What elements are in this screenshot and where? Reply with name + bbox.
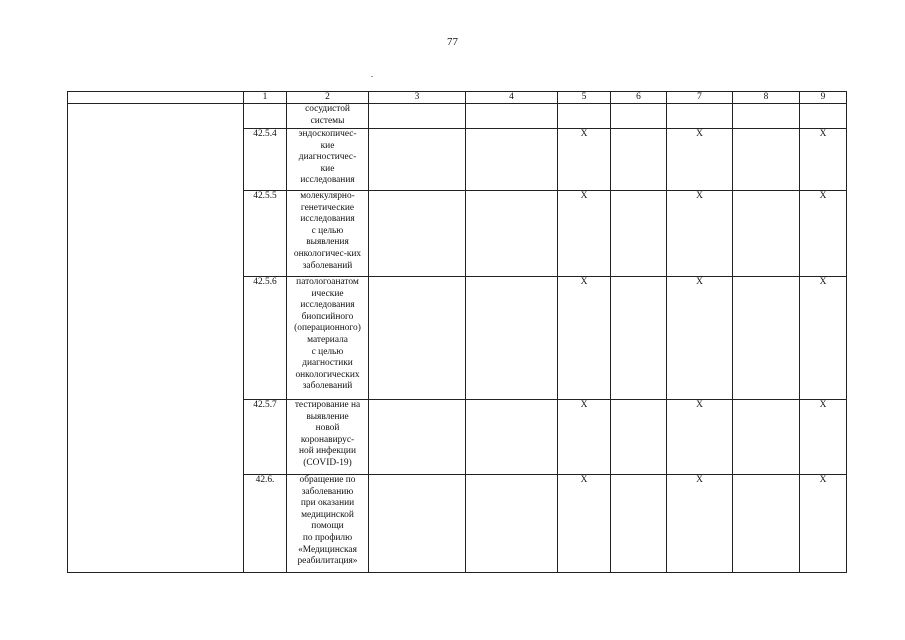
cell-col-3 <box>369 191 466 277</box>
cell-col-3 <box>369 104 466 129</box>
cell-col-6 <box>611 475 667 573</box>
row-name: молекулярно- генетические исследования с целью выявления онкологичес-ких заболеваний <box>287 191 369 277</box>
data-table <box>67 91 847 573</box>
header-cell-3: 3 <box>369 92 466 104</box>
cell-col-9: X <box>800 277 847 400</box>
header-cell-8: 8 <box>733 92 800 104</box>
cell-col-5: X <box>558 475 611 573</box>
cell-col-7: X <box>667 475 733 573</box>
cell-col-4 <box>466 129 558 191</box>
cell-col-4 <box>466 277 558 400</box>
cell-col-8 <box>733 191 800 277</box>
cell-col-5: X <box>558 191 611 277</box>
header-cell-5: 5 <box>558 92 611 104</box>
cell-col-5: X <box>558 400 611 475</box>
table-row <box>68 104 847 129</box>
cell-col-7 <box>667 104 733 129</box>
header-cell-2: 2 <box>287 92 369 104</box>
cell-col-8 <box>733 277 800 400</box>
cell-col-4 <box>466 400 558 475</box>
page-number: 77 <box>447 36 458 48</box>
header-cell-9: 9 <box>800 92 847 104</box>
cell-col-7: X <box>667 277 733 400</box>
cell-col-5: X <box>558 277 611 400</box>
cell-col-4 <box>466 191 558 277</box>
cell-col-3 <box>369 277 466 400</box>
cell-col-6 <box>611 129 667 191</box>
row-code <box>244 104 287 129</box>
header-cell-6: 6 <box>611 92 667 104</box>
cell-col-6 <box>611 400 667 475</box>
cell-col-6 <box>611 191 667 277</box>
row-code: 42.5.5 <box>244 191 287 277</box>
cell-col-6 <box>611 104 667 129</box>
row-code: 42.5.7 <box>244 400 287 475</box>
row-code: 42.5.4 <box>244 129 287 191</box>
label-column-cell <box>68 104 244 573</box>
cell-col-7: X <box>667 400 733 475</box>
cell-col-5: X <box>558 129 611 191</box>
row-name: сосудистой системы <box>287 104 369 129</box>
row-name: тестирование на выявление новой коронавирус- ной инфекции (COVID-19) <box>287 400 369 475</box>
cell-col-9: X <box>800 400 847 475</box>
row-name: обращение по заболеванию при оказании медицинской помощи по профилю «Медицинская реабилитация» <box>287 475 369 573</box>
header-cell-4: 4 <box>466 92 558 104</box>
cell-col-9: X <box>800 475 847 573</box>
cell-col-6 <box>611 277 667 400</box>
cell-col-5 <box>558 104 611 129</box>
cell-col-4 <box>466 475 558 573</box>
row-name: патологоанатом ические исследования биопсийного (операционного) материала с целью диагностики онкологических заболеваний <box>287 277 369 400</box>
cell-col-8 <box>733 475 800 573</box>
header-cell-7: 7 <box>667 92 733 104</box>
row-code: 42.5.6 <box>244 277 287 400</box>
row-name: эндоскопичес- кие диагностичес- кие исследования <box>287 129 369 191</box>
cell-col-8 <box>733 400 800 475</box>
cell-col-9: X <box>800 129 847 191</box>
cell-col-8 <box>733 104 800 129</box>
cell-col-3 <box>369 129 466 191</box>
cell-col-8 <box>733 129 800 191</box>
header-cell-1: 1 <box>244 92 287 104</box>
cell-col-7: X <box>667 129 733 191</box>
row-code: 42.6. <box>244 475 287 573</box>
scan-speck <box>371 76 373 77</box>
cell-col-7: X <box>667 191 733 277</box>
cell-col-9 <box>800 104 847 129</box>
header-cell-0 <box>68 92 244 104</box>
cell-col-4 <box>466 104 558 129</box>
header-row <box>68 92 847 104</box>
cell-col-3 <box>369 400 466 475</box>
cell-col-9: X <box>800 191 847 277</box>
cell-col-3 <box>369 475 466 573</box>
